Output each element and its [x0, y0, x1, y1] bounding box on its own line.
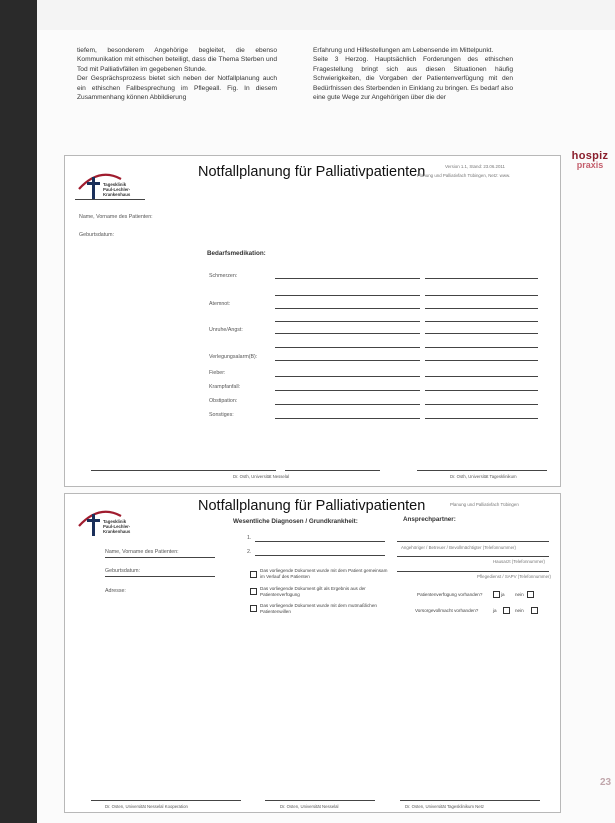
entry-line	[425, 347, 538, 348]
hospiz-praxis-brand	[565, 150, 615, 170]
logo-line: Tagesklinik	[103, 182, 127, 187]
section-heading: Bedarfsmedikation:	[207, 250, 266, 257]
article-column-right	[313, 46, 513, 102]
entry-line	[275, 333, 420, 334]
clinic-logo	[77, 165, 137, 203]
check-box[interactable]	[250, 588, 257, 595]
check-box[interactable]	[250, 571, 257, 578]
article-paragraph: Der Gesprächsprozess bietet sich neben der Notfallplanung auch ein ethischen Fallbesprechung im Pflegeall. Fig. In diesem Zusammenhang können Abbildierung	[77, 75, 277, 102]
entry-line	[425, 321, 538, 322]
entry-line	[397, 556, 549, 557]
row-label: Obstipation:	[209, 398, 238, 404]
check-text: Das vorliegende Dokument wurde mit dem mutmaßlichen Patientenwillen	[260, 603, 377, 614]
logo-line: Paul-Lechler-	[103, 187, 131, 192]
diagnosis-number: 2.	[247, 549, 252, 555]
header-rule	[75, 199, 145, 200]
meta-text: Planung und Palliativfach Tübingen	[450, 502, 519, 507]
logo-text	[103, 519, 130, 534]
form-title: Notfallplanung für Palliativpatienten	[198, 164, 426, 180]
article-column-left	[77, 46, 277, 102]
entry-line	[425, 278, 538, 279]
address-label: Adresse:	[105, 588, 126, 594]
entry-line	[425, 418, 538, 419]
pv-label: Patientenverfügung vorhanden?	[417, 592, 483, 597]
entry-line	[425, 404, 538, 405]
entry-line	[275, 376, 420, 377]
entry-line	[275, 390, 420, 391]
logo-line: Krankenhaus	[103, 192, 131, 197]
row-label: Atemnot:	[209, 301, 231, 307]
check-text: Das vorliegende Dokument wurde mit dem Patient gemeinsam im Verlauf des Patienten	[260, 568, 388, 579]
footer-text: Dr. Osth, Universität Nesselal	[233, 474, 290, 479]
pv-no-label: nein	[515, 592, 524, 597]
entry-line	[255, 555, 385, 556]
entry-line	[397, 571, 549, 572]
birthdate-label: Geburtsdatum:	[79, 232, 115, 238]
row-label: Schmerzen:	[209, 273, 238, 279]
pv-yes-checkbox[interactable]	[493, 591, 500, 598]
contact-caption: Hausarzt (Telefonnummer)	[493, 559, 545, 564]
footer-text: Dr. Osten, Universität Nesselal	[280, 804, 339, 809]
vv-no-checkbox[interactable]	[531, 607, 538, 614]
form-page-1	[64, 155, 561, 487]
row-label: Sonstiges:	[209, 412, 234, 418]
signature-line	[91, 800, 241, 801]
contact-caption: Angehöriger / Betreuer / Bevollmächtigter (Telefonnummer)	[401, 545, 516, 550]
entry-line	[275, 321, 420, 322]
signature-line	[91, 470, 276, 471]
top-shadow-band	[37, 0, 615, 30]
signature-line	[400, 800, 540, 801]
pv-no-checkbox[interactable]	[527, 591, 534, 598]
logo-line: Tagesklinik	[103, 519, 127, 524]
contact-caption: Pflegedienst / SAPV (Telefonnummer)	[477, 574, 551, 579]
article-paragraph: tiefem, besonderem Angehörige begleitet, die ebenso Kommunikation mit ethischen beteiligt, dass die Thema Sterben und Tod mit Palliativfällen im gegebenen Stunde.	[77, 47, 277, 73]
entry-line	[425, 376, 538, 377]
entry-line	[105, 557, 215, 558]
article-paragraph: Seite 3 Herzog. Hauptsächlich Forderungen des ethischen Fragestellung bringt sich aus diesen Situationen häufig Schwierigkeiten, die Vorgaben der Patientenverfügung mit den Bedürfnissen des Sterbenden in Einklang zu bringen. Es bedarf also eine gute Wege zur Angehörigen über die der	[313, 56, 513, 102]
brand-line-1: hospiz	[571, 150, 609, 162]
entry-line	[275, 418, 420, 419]
check-text: Das vorliegende Dokument gilt als Ergebnis aus der Patientenverfügung	[260, 586, 366, 597]
contact-heading: Ansprechpartner:	[403, 516, 456, 523]
entry-line	[275, 278, 420, 279]
entry-line	[425, 390, 538, 391]
entry-line	[425, 360, 538, 361]
footer-text: Dr. Osth, Universität Tagesklinikum	[450, 474, 517, 479]
vv-label: Vorsorgevollmacht vorhanden?	[415, 608, 479, 613]
magazine-page	[37, 0, 615, 823]
clinic-logo	[77, 502, 137, 540]
row-label: Unruhe/Angst:	[209, 327, 243, 333]
row-label: Krampfanfall:	[209, 384, 241, 390]
signature-line	[265, 800, 375, 801]
entry-line	[275, 308, 420, 309]
signature-line	[417, 470, 547, 471]
footer-text: Dr. Osten, Universität Tagesklinikum Netz	[405, 804, 484, 809]
entry-line	[397, 541, 549, 542]
left-dark-gutter	[0, 0, 37, 823]
entry-line	[425, 308, 538, 309]
row-label: Verlegungsalarm(B):	[209, 354, 258, 360]
meta-text: Planung und Palliativfach Tübingen, Netz: www.	[417, 173, 511, 178]
row-label: Fieber:	[209, 370, 226, 376]
entry-line	[425, 295, 538, 296]
footer-text: Dr. Osten, Universität Nesselal Kooperation	[105, 804, 188, 809]
logo-line: Paul-Lechler-	[103, 524, 131, 529]
diagnosis-number: 1.	[247, 535, 252, 541]
article-paragraph: Erfahrung und Hilfestellungen am Lebensende im Mittelpunkt.	[313, 47, 494, 54]
vv-no-label: nein	[515, 608, 524, 613]
form-page-2	[64, 493, 561, 813]
diagnosis-heading: Wesentliche Diagnosen / Grundkrankheit:	[233, 518, 358, 525]
patient-name-label: Name, Vorname des Patienten:	[79, 214, 153, 220]
vv-yes-label: ja	[493, 608, 497, 613]
entry-line	[275, 347, 420, 348]
entry-line	[255, 541, 385, 542]
version-text: Version 1.1, Stand: 23.06.2011	[445, 164, 505, 169]
brand-line-2: praxis	[576, 160, 604, 170]
entry-line	[275, 295, 420, 296]
form-title: Notfallplanung für Palliativpatienten	[198, 498, 426, 514]
page-number: 23	[600, 777, 612, 788]
vv-yes-checkbox[interactable]	[503, 607, 510, 614]
logo-line: Krankenhaus	[103, 529, 131, 534]
entry-line	[275, 404, 420, 405]
logo-text	[103, 182, 130, 197]
pv-yes-label: ja	[501, 592, 505, 597]
entry-line	[275, 360, 420, 361]
patient-name-label: Name, Vorname des Patienten:	[105, 549, 179, 555]
signature-line	[285, 470, 380, 471]
entry-line	[105, 576, 215, 577]
check-box[interactable]	[250, 605, 257, 612]
birthdate-label: Geburtsdatum:	[105, 568, 141, 574]
entry-line	[425, 333, 538, 334]
